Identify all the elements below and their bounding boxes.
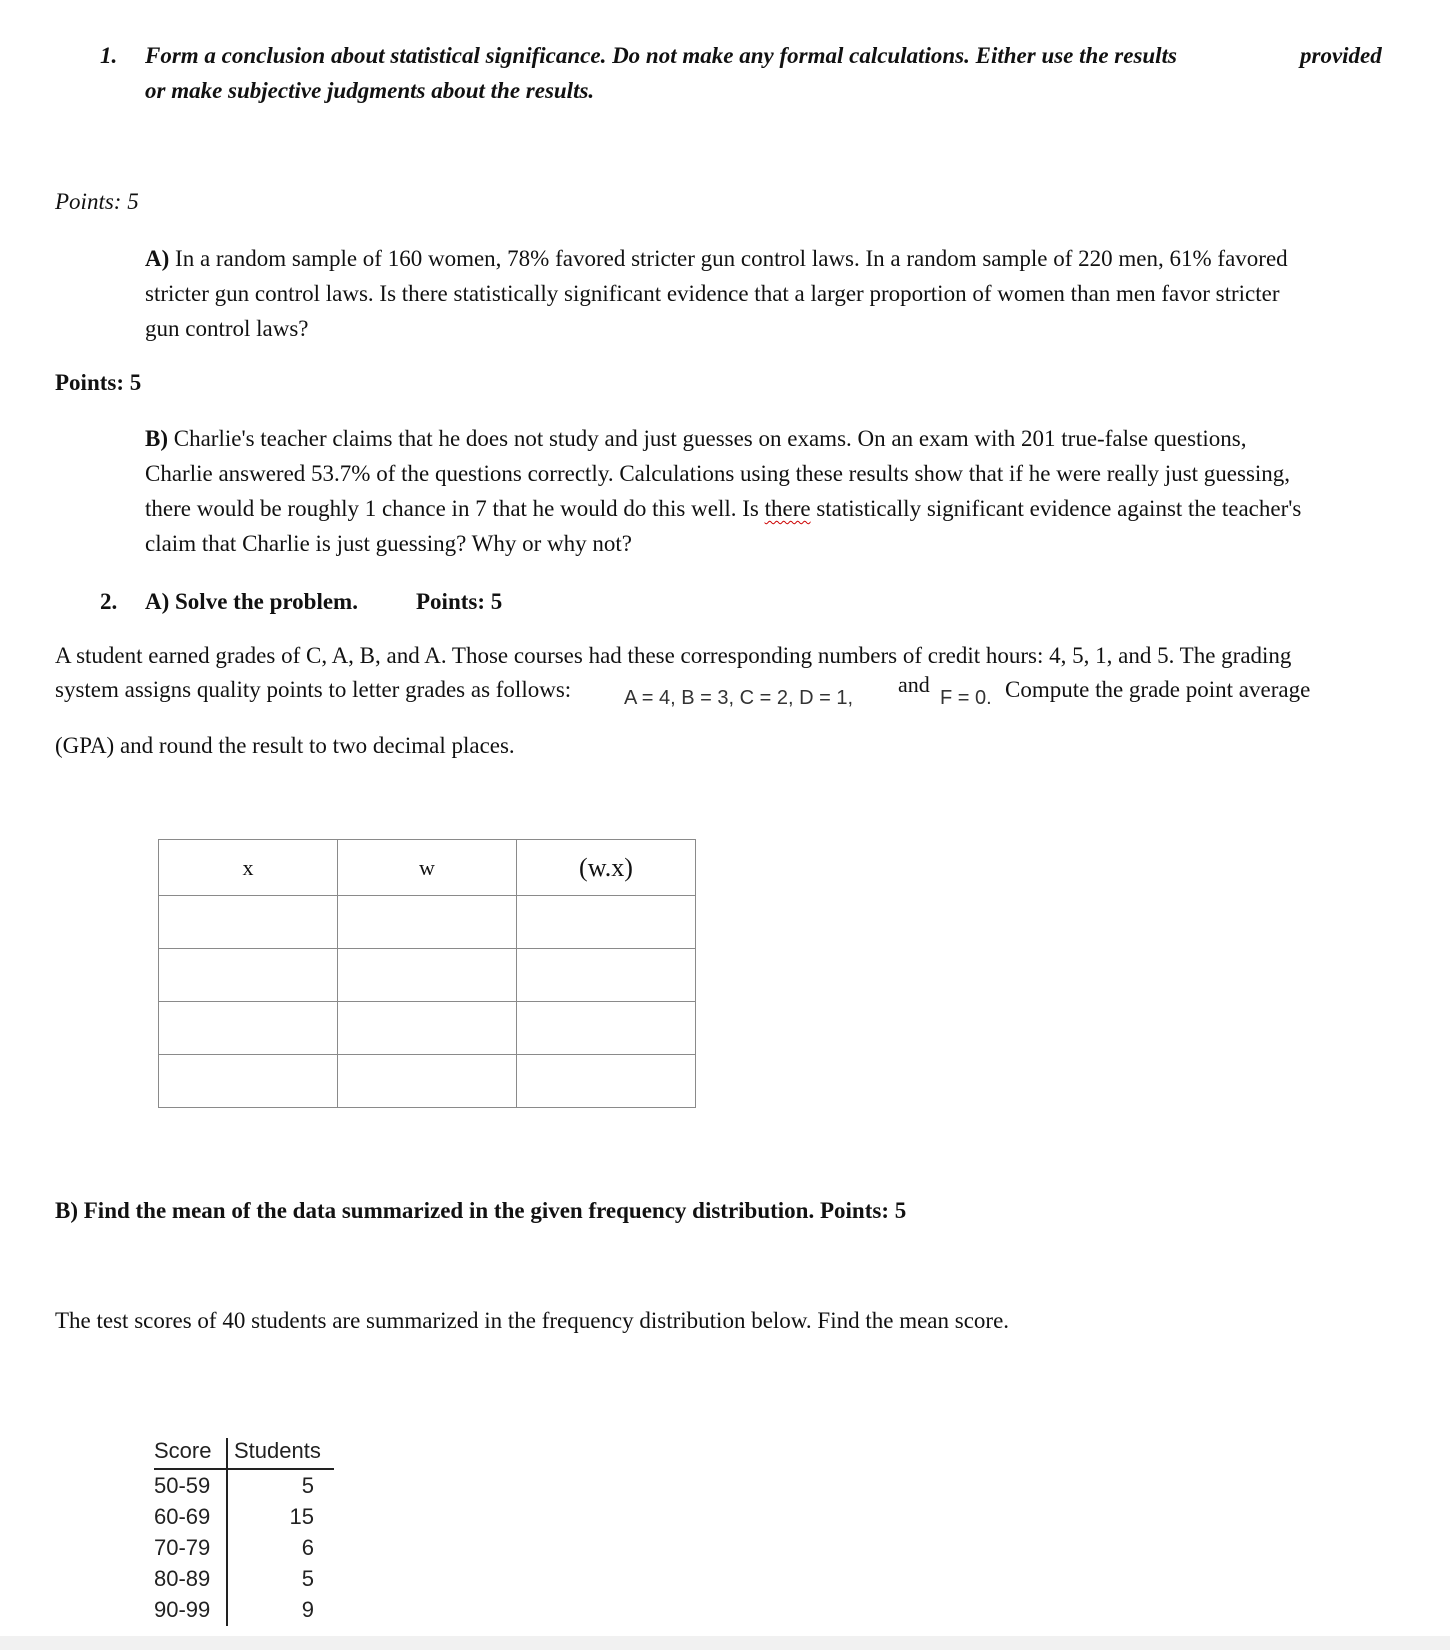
- q1-part-b-line3-post: statistically significant evidence against the teacher's: [810, 496, 1302, 521]
- q2-problem-line2-post: Compute the grade point average: [1005, 677, 1311, 702]
- q2-f-value: F = 0.: [940, 687, 992, 709]
- q1-part-b-label: B): [145, 426, 168, 451]
- freq-score: 70-79: [154, 1535, 211, 1560]
- q1-part-b-line4: claim that Charlie is just guessing? Why or why not?: [145, 531, 632, 556]
- q1-points-a: Points: 5: [55, 189, 139, 214]
- freq-score: 90-99: [154, 1597, 211, 1622]
- freq-students: 5: [301, 1566, 314, 1591]
- table-row: [159, 1055, 696, 1108]
- q1-part-b-line3-pre: there would be roughly 1 chance in 7 that he would do this well. Is: [145, 496, 765, 521]
- table-row: [159, 949, 696, 1002]
- q2-problem-line2-pre: system assigns quality points to letter grades as follows:: [55, 677, 572, 702]
- table-row: [159, 896, 696, 949]
- frequency-table: [154, 1436, 340, 1628]
- freq-students: 6: [301, 1535, 314, 1560]
- q1-part-b-line1: Charlie's teacher claims that he does not study and just guesses on exams. On an exam with 201 true-false questions,: [168, 426, 1247, 451]
- q2-points: Points: 5: [416, 589, 503, 614]
- q1-number: 1.: [100, 43, 118, 68]
- q1-part-b: [145, 421, 1435, 561]
- q2-problem-line1: A student earned grades of C, A, B, and A. Those courses had these corresponding numbers of credit hours: 4, 5, 1, and 5. The grading: [55, 643, 1292, 668]
- table-header-row: [159, 840, 696, 896]
- q1-part-a: [145, 241, 1425, 346]
- page-bottom-band: [0, 1636, 1450, 1650]
- table-cell[interactable]: [517, 1055, 696, 1108]
- q1-part-b-line2: Charlie answered 53.7% of the questions correctly. Calculations using these results show that if he were really just guessing,: [145, 461, 1291, 486]
- freq-header-score: Score: [154, 1438, 212, 1463]
- q2-number: 2.: [100, 589, 118, 614]
- freq-students: 15: [289, 1504, 314, 1529]
- q1-part-a-line3: gun control laws?: [145, 316, 309, 341]
- table-cell[interactable]: [338, 949, 517, 1002]
- q1-points-b: Points: 5: [55, 370, 142, 395]
- column-header-w: w: [338, 840, 517, 896]
- freq-students: 5: [301, 1473, 314, 1498]
- column-header-wx: (w.x): [517, 840, 696, 896]
- table-cell[interactable]: [517, 896, 696, 949]
- freq-column-rule: [226, 1438, 228, 1626]
- table-cell[interactable]: [159, 896, 338, 949]
- q1-instruction-line2: or make subjective judgments about the results.: [145, 78, 595, 103]
- gpa-work-table: [158, 839, 696, 1108]
- freq-header-students: Students: [234, 1438, 321, 1463]
- table-cell[interactable]: [517, 949, 696, 1002]
- table-cell[interactable]: [517, 1002, 696, 1055]
- q2-grade-scale: A = 4, B = 3, C = 2, D = 1,: [624, 687, 854, 709]
- table-cell[interactable]: [159, 949, 338, 1002]
- table-cell[interactable]: [338, 1002, 517, 1055]
- q2-part-b-heading: B) Find the mean of the data summarized in the given frequency distribution. Points: 5: [55, 1198, 907, 1223]
- column-header-x: x: [159, 840, 338, 896]
- table-cell[interactable]: [338, 896, 517, 949]
- spellcheck-flagged-word: there: [764, 496, 811, 521]
- table-cell[interactable]: [338, 1055, 517, 1108]
- q1-part-a-line2: stricter gun control laws. Is there statistically significant evidence that a larger proportion of women than men favor stricter: [145, 281, 1280, 306]
- freq-score: 80-89: [154, 1566, 211, 1591]
- table-row: [159, 1002, 696, 1055]
- freq-score: 60-69: [154, 1504, 211, 1529]
- q1-part-a-label: A): [145, 246, 170, 271]
- q2-and-word: and: [898, 672, 930, 697]
- q2-problem-line3: (GPA) and round the result to two decimal places.: [55, 733, 515, 758]
- q2-heading: A) Solve the problem.: [145, 589, 358, 614]
- q2-part-b-text: The test scores of 40 students are summarized in the frequency distribution below. Find the mean score.: [55, 1308, 1010, 1333]
- freq-students: 9: [301, 1597, 314, 1622]
- table-cell[interactable]: [159, 1055, 338, 1108]
- table-cell[interactable]: [159, 1002, 338, 1055]
- freq-score: 50-59: [154, 1473, 211, 1498]
- q1-part-a-line1: In a random sample of 160 women, 78% favored stricter gun control laws. In a random sample of 220 men, 61% favored: [169, 246, 1288, 271]
- q1-instruction-tail: provided: [1300, 43, 1382, 68]
- q1-instruction: Form a conclusion about statistical significance. Do not make any formal calculations. Either use the results: [145, 43, 1177, 68]
